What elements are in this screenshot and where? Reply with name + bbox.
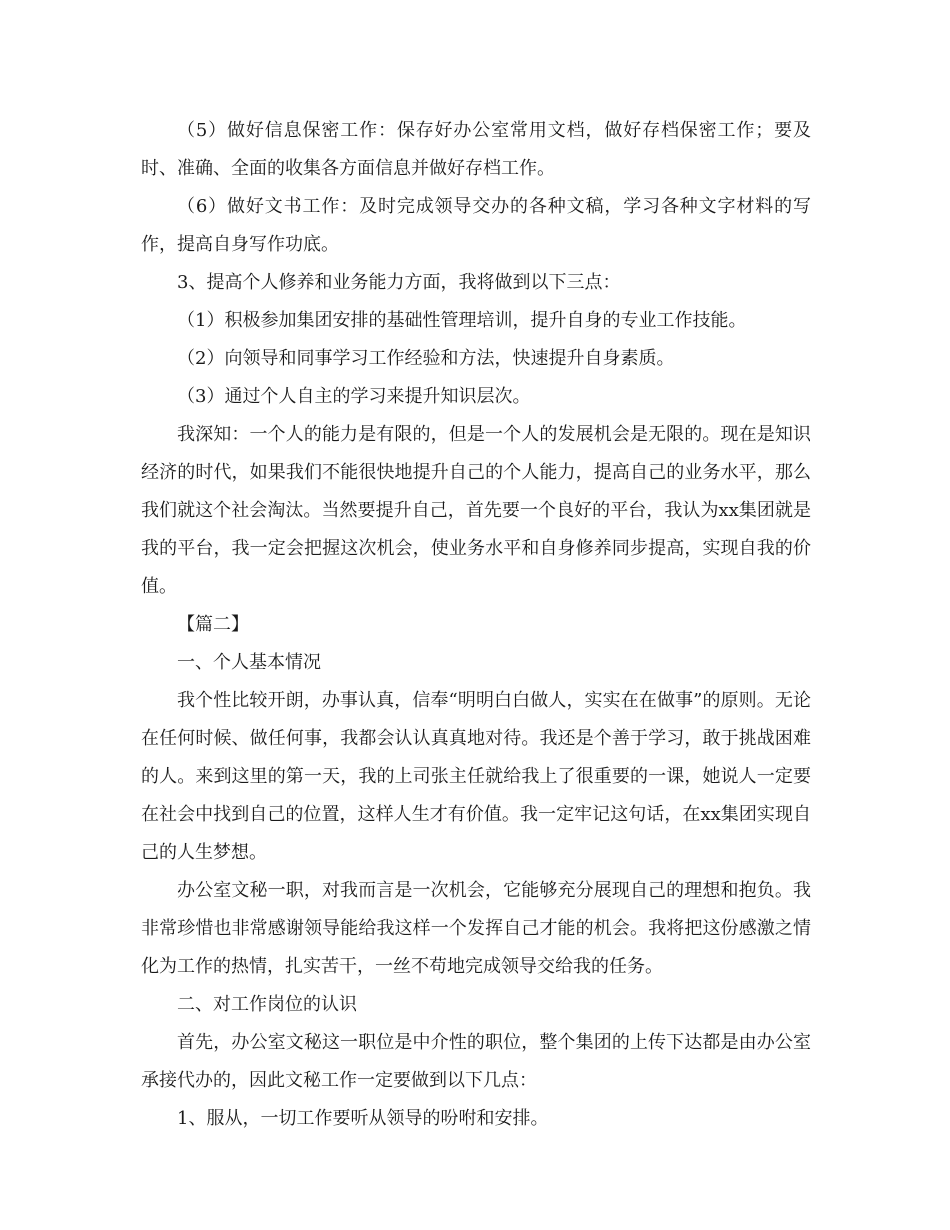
document-body [141, 112, 811, 1138]
paragraph-learn-from-colleagues: （2）向领导和同事学习工作经验和方法，快速提升自身素质。 [177, 348, 675, 369]
heading-job-understanding: 二、对工作岗位的认识 [177, 994, 357, 1015]
paragraph-self-study: （3）通过个人自主的学习来提升知识层次。 [177, 386, 531, 407]
paragraph-training: （1）积极参加集团安排的基础性管理培训，提升自身的专业工作技能。 [177, 310, 747, 331]
paragraph-conclusion: 我深知：一个人的能力是有限的，但是一个人的发展机会是无限的。现在是知识经济的时代，如果我们不能很快地提升自己的个人能力，提高自己的业务水平，那么我们就这个社会淘汰。当然要提升自己，首先要一个良好的平台，我认为xx集团就是我的平台，我一定会把握这次机会，使业务水平和自身修养同步提高，实现自我的价值。 [141, 424, 811, 597]
paragraph-opportunity: 办公室文秘一职，对我而言是一次机会，它能够充分展现自己的理想和抱负。我非常珍惜也非常感谢领导能给我这样一个发挥自己才能的机会。我将把这份感激之情化为工作的热情，扎实苦干，一丝不苟地完成领导交给我的任务。 [141, 880, 811, 977]
paragraph-obedience: 1、服从，一切工作要听从领导的吩咐和安排。 [177, 1108, 549, 1129]
paragraph-personality: 我个性比较开朗，办事认真，信奉“明明白白做人，实实在在做事”的原则。无论在任何时候、做任何事，我都会认认真真地对待。我还是个善于学习，敢于挑战困难的人。来到这里的第一天，我的上司张主任就给我上了很重要的一课，她说人一定要在社会中找到自己的位置，这样人生才有价值。我一定牢记这句话，在xx集团实现自己的人生梦想。 [141, 690, 811, 863]
paragraph-intermediary-role: 首先，办公室文秘这一职位是中介性的职位，整个集团的上传下达都是由办公室承接代办的，因此文秘工作一定要做到以下几点： [141, 1032, 811, 1091]
section-title-part-two: 【篇二】 [177, 614, 249, 635]
paragraph-clerical-work: （6）做好文书工作：及时完成领导交办的各种文稿，学习各种文字材料的写作，提高自身写作功底。 [141, 196, 811, 255]
paragraph-confidentiality: （5）做好信息保密工作：保存好办公室常用文档，做好存档保密工作；要及时、准确、全面的收集各方面信息并做好存档工作。 [141, 120, 811, 179]
paragraph-self-improvement-heading: 3、提高个人修养和业务能力方面，我将做到以下三点： [177, 272, 621, 293]
heading-personal-info: 一、个人基本情况 [177, 652, 321, 673]
